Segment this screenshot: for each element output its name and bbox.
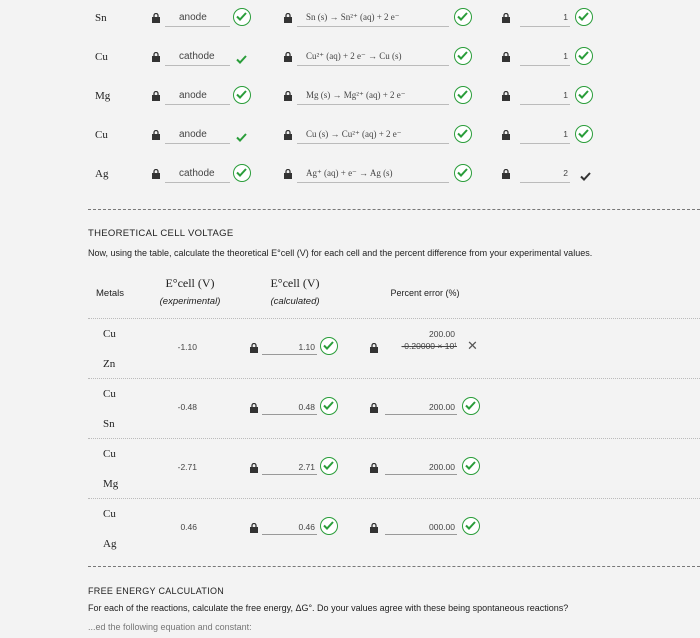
- check-icon: [320, 517, 338, 535]
- electron-count: 1: [563, 12, 568, 22]
- metal-b: Ag: [103, 538, 117, 550]
- metal-a: Cu: [103, 328, 116, 340]
- check-icon: [320, 397, 338, 415]
- reaction-select-underline[interactable]: [297, 26, 449, 27]
- half-reaction-row: [0, 39, 700, 77]
- error-header: Percent error (%): [390, 288, 460, 298]
- role-select-underline[interactable]: [165, 65, 230, 66]
- section-divider: [88, 566, 700, 567]
- error-input[interactable]: [385, 401, 457, 415]
- check-icon: [454, 86, 472, 104]
- metal-a: Cu: [103, 508, 116, 520]
- electron-count-input[interactable]: [520, 65, 570, 66]
- error-input-value[interactable]: -0.20000 × 10¹: [401, 341, 457, 351]
- role-select-underline[interactable]: [165, 26, 230, 27]
- calculated-input[interactable]: [262, 401, 317, 415]
- instruction-text-cutoff: ...ed the following equation and constant:: [88, 622, 252, 632]
- lock-icon: [249, 523, 259, 533]
- metal-a: Cu: [103, 448, 116, 460]
- lock-icon: [501, 91, 511, 101]
- electron-count-input[interactable]: [520, 182, 570, 183]
- check-icon: [575, 8, 593, 26]
- half-reaction: Ag⁺ (aq) + e⁻ → Ag (s): [306, 168, 393, 178]
- lock-icon: [151, 91, 161, 101]
- lock-icon: [283, 91, 293, 101]
- lock-icon: [501, 130, 511, 140]
- electrode-role: cathode: [179, 51, 215, 62]
- electrode-role: anode: [179, 129, 207, 140]
- error-value: 200.00: [429, 402, 455, 412]
- half-reaction-row: [0, 0, 700, 38]
- metal-b: Zn: [103, 358, 116, 370]
- metal-label: Mg: [95, 90, 111, 102]
- lock-icon: [151, 169, 161, 179]
- check-icon: [454, 125, 472, 143]
- lock-icon: [249, 403, 259, 413]
- electron-count: 2: [563, 168, 568, 178]
- lock-icon: [151, 130, 161, 140]
- lock-icon: [249, 343, 259, 353]
- check-icon: [575, 47, 593, 65]
- electron-count-input[interactable]: [520, 143, 570, 144]
- half-reaction-row: [0, 117, 700, 155]
- electron-count: 1: [563, 51, 568, 61]
- half-reaction: Cu (s) → Cu²⁺ (aq) + 2 e⁻: [306, 129, 402, 139]
- role-select-underline[interactable]: [165, 143, 230, 144]
- reaction-select-underline[interactable]: [297, 65, 449, 66]
- check-icon: [575, 86, 593, 104]
- section-title: FREE ENERGY CALCULATION: [88, 586, 225, 596]
- lock-icon: [283, 13, 293, 23]
- lock-icon: [501, 169, 511, 179]
- lock-icon: [369, 523, 379, 533]
- lock-icon: [501, 13, 511, 23]
- section-title: THEORETICAL CELL VOLTAGE: [88, 228, 234, 239]
- calculated-value: 1.10: [298, 342, 315, 352]
- check-icon: [454, 8, 472, 26]
- electron-count: 1: [563, 90, 568, 100]
- calculated-input[interactable]: [262, 521, 317, 535]
- lock-icon: [501, 52, 511, 62]
- lock-icon: [249, 463, 259, 473]
- half-reaction: Cu²⁺ (aq) + 2 e⁻ → Cu (s): [306, 51, 402, 61]
- half-reaction-row: [0, 78, 700, 116]
- error-value: 200.00: [429, 462, 455, 472]
- row-divider: [88, 318, 700, 319]
- calculated-input[interactable]: [262, 461, 317, 475]
- calculated-value: 0.48: [298, 402, 315, 412]
- check-icon: [236, 51, 247, 69]
- lock-icon: [369, 343, 379, 353]
- electrode-role: anode: [179, 90, 207, 101]
- lock-icon: [283, 130, 293, 140]
- error-value: 200.00: [429, 329, 455, 339]
- row-divider: [88, 498, 700, 499]
- role-select-underline[interactable]: [165, 104, 230, 105]
- metal-label: Ag: [95, 168, 109, 180]
- check-icon: [462, 397, 480, 415]
- check-icon: [233, 8, 251, 26]
- reaction-select-underline[interactable]: [297, 143, 449, 144]
- electrode-role: cathode: [179, 168, 215, 179]
- error-value: 000.00: [429, 522, 455, 532]
- exp-sub-header: (experimental): [159, 296, 221, 307]
- lock-icon: [283, 52, 293, 62]
- lock-icon: [151, 13, 161, 23]
- reaction-select-underline[interactable]: [297, 182, 449, 183]
- electron-count-input[interactable]: [520, 104, 570, 105]
- metal-label: Cu: [95, 129, 108, 141]
- role-select-underline[interactable]: [165, 182, 230, 183]
- check-icon: [320, 457, 338, 475]
- calc-symbol-header: E°cell (V): [270, 276, 320, 290]
- row-divider: [88, 438, 700, 439]
- half-reaction: Mg (s) → Mg²⁺ (aq) + 2 e⁻: [306, 90, 406, 100]
- lock-icon: [283, 169, 293, 179]
- electron-count: 1: [563, 129, 568, 139]
- lock-icon: [151, 52, 161, 62]
- error-input[interactable]: [385, 461, 457, 475]
- metal-b: Sn: [103, 418, 115, 430]
- half-reaction: Sn (s) → Sn²⁺ (aq) + 2 e⁻: [306, 12, 400, 22]
- error-input[interactable]: [385, 521, 457, 535]
- calc-sub-header: (calculated): [270, 296, 320, 307]
- lock-icon: [369, 463, 379, 473]
- check-icon: [575, 125, 593, 143]
- electron-count-input[interactable]: [520, 26, 570, 27]
- instruction-text: For each of the reactions, calculate the free energy, ΔG°. Do your values agree with these being spontaneous reactions?: [88, 603, 569, 613]
- calculated-input[interactable]: [262, 341, 317, 355]
- check-icon: [320, 337, 338, 355]
- check-icon: [454, 47, 472, 65]
- check-icon: [462, 457, 480, 475]
- half-reaction-row: [0, 156, 700, 194]
- metal-b: Mg: [103, 478, 119, 490]
- incorrect-x-icon: ✕: [467, 338, 478, 353]
- metal-a: Cu: [103, 388, 116, 400]
- row-divider: [88, 378, 700, 379]
- experimental-value: -1.10: [177, 342, 197, 352]
- experimental-value: -2.71: [177, 462, 197, 472]
- reaction-select-underline[interactable]: [297, 104, 449, 105]
- section-divider: [88, 209, 700, 210]
- check-icon: [462, 517, 480, 535]
- metals-header: Metals: [96, 288, 124, 299]
- exp-symbol-header: E°cell (V): [165, 276, 215, 290]
- experimental-value: 0.46: [180, 522, 197, 532]
- check-icon: [236, 129, 247, 147]
- metal-label: Sn: [95, 12, 107, 24]
- lock-icon: [369, 403, 379, 413]
- calculated-value: 2.71: [298, 462, 315, 472]
- check-icon: [454, 164, 472, 182]
- experimental-value: -0.48: [177, 402, 197, 412]
- check-icon: [233, 164, 251, 182]
- calculated-value: 0.46: [298, 522, 315, 532]
- check-icon: [233, 86, 251, 104]
- metal-label: Cu: [95, 51, 108, 63]
- electrode-role: anode: [179, 12, 207, 23]
- check-icon: [580, 168, 591, 186]
- instruction-text: Now, using the table, calculate the theoretical E°cell (V) for each cell and the percent difference from your experimental values.: [88, 248, 593, 258]
